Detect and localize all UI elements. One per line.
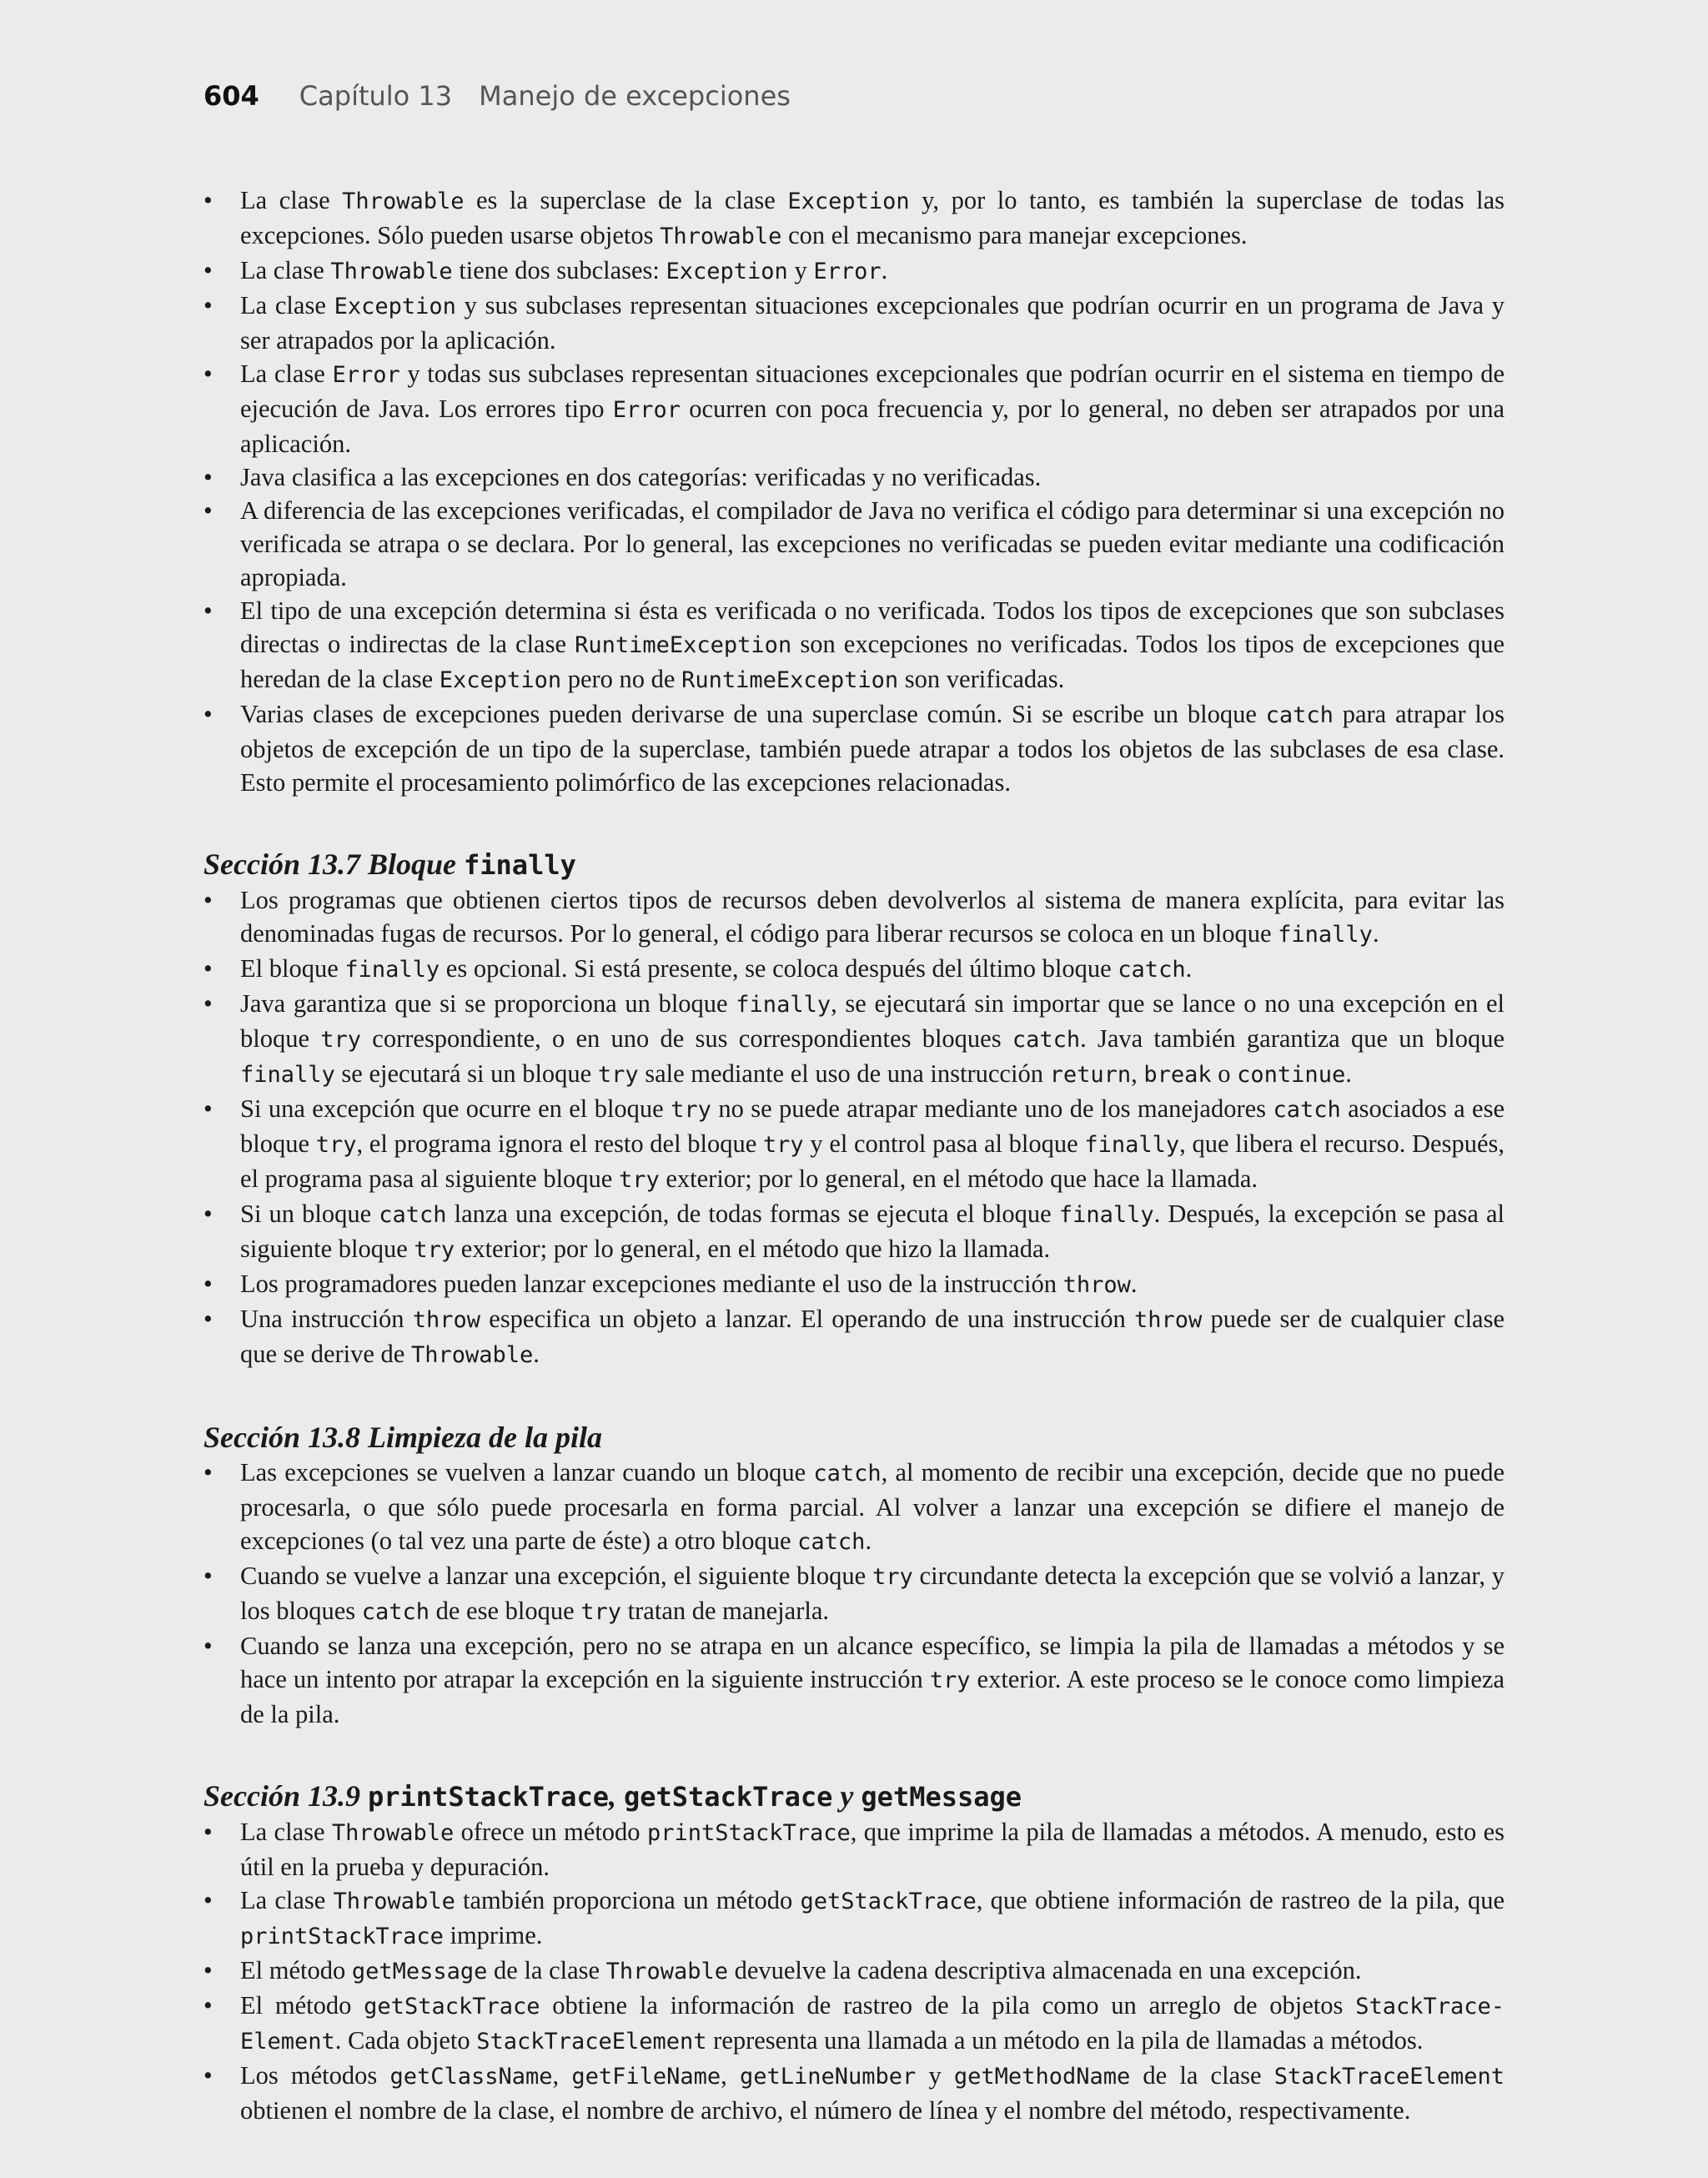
text-run: . Cada objeto [334,2026,477,2055]
code-term: getMessage [351,1959,488,1984]
text-run: Las excepciones se vuelven a lanzar cuando un bloque [240,1458,814,1486]
section-bullet-list [203,883,1505,1372]
code-term: Throwable [342,189,465,214]
text-run: pero no de [561,665,682,693]
bullet-item [203,883,1505,952]
intro-bullet-list [203,184,1505,799]
text-run: y [787,256,814,284]
text-run: Java garantiza que si se proporciona un bloque [240,989,736,1018]
code-term: catch [379,1202,447,1228]
text-run: Sección 13.7 Bloque [203,848,464,881]
code-term: printStackTrace [367,1781,609,1813]
code-term: RuntimeException [575,632,792,658]
text-run: también proporciona un método [455,1886,801,1914]
code-term: catch [1265,702,1334,728]
text-run: sale mediante el uso de una instrucción [638,1059,1050,1088]
code-term: getMethodName [953,2064,1131,2090]
code-term: throw [1062,1272,1131,1298]
code-term: catch [361,1599,430,1625]
code-term: Exception [787,189,910,214]
section-heading [203,1778,1505,1815]
code-term: try [315,1132,357,1158]
bullet-item [203,254,1505,289]
text-run: . [1372,919,1379,948]
text-run: ocurren con poca frecuencia y, por lo general, no deben ser atrapados por una aplicación. [240,395,1505,458]
text-run: y [832,1779,862,1813]
bullet-item [203,1302,1505,1372]
text-run: obtiene la información de rastreo de la pila como un arreglo de objetos [540,1991,1356,2020]
bullet-item [203,289,1505,357]
text-run: tiene dos subclases: [452,256,666,284]
code-term: try [762,1132,804,1158]
text-run: puede ser de cualquier clase que se derive de [240,1305,1505,1368]
text-run: . Java también garantiza que un bloque [1080,1024,1505,1053]
text-run: no se puede atrapar mediante uno de los manejadores [711,1094,1273,1123]
code-term: Throwable [333,1889,455,1914]
bullet-item [203,1989,1505,2059]
text-run: . Después, la excepción se pasa al siguiente bloque [240,1200,1505,1263]
code-term: try [320,1027,362,1053]
text-run: Cuando se lanza una excepción, pero no se atrapa en un alcance específico, se limpia la pila de llamadas a métodos y se hace un intento por atrapar la excepción en la siguiente instrucción [240,1632,1505,1693]
text-run: y, por lo tanto, es también la superclase de todas las excepciones. Sólo pueden usarse objetos [240,186,1505,249]
text-run: El tipo de una excepción determina si ésta es verificada o no verificada. Todos los tipos de excepciones que son subclases directas o indirectas de la clase [240,596,1505,658]
text-run: , el programa ignora el resto del bloque [356,1129,763,1158]
text-run: obtienen el nombre de la clase, el nombre de archivo, el número de línea y el nombre del método, respectivamente. [240,2096,1411,2125]
text-run: . [1345,1059,1352,1088]
section [203,1419,1505,1731]
text-run: exterior. A este proceso se le conoce como limpieza de la pila. [240,1665,1505,1728]
text-run: Varias clases de excepciones pueden derivarse de una superclase común. Si se escribe un bloque [240,700,1266,728]
code-term: finally [1084,1132,1180,1158]
code-term: try [414,1237,455,1263]
bullet-item [203,1629,1505,1731]
section-bullet-list [203,1815,1505,2127]
bullet-item [203,460,1505,494]
bullet-item [203,952,1505,987]
code-term: RuntimeException [681,667,899,693]
code-term: try [597,1062,639,1088]
code-term: finally [464,849,576,881]
chapter-label: Capítulo 13 [299,80,453,112]
code-term: finally [1278,922,1373,948]
text-run: La clase [240,256,331,284]
text-run: y [916,2061,954,2090]
chapter-title: Manejo de excepciones [479,80,791,112]
code-term: printStackTrace [646,1820,851,1846]
text-run: La clase [240,291,334,319]
sections-container [203,846,1505,2127]
text-run: Una instrucción [240,1305,413,1333]
code-term: return [1049,1062,1132,1088]
text-run: correspondiente, o en uno de sus correspondientes bloques [361,1024,1012,1053]
bullet-item [203,357,1505,460]
text-run: El bloque [240,954,345,983]
bullet-item [203,1456,1505,1559]
text-run: Los programas que obtienen ciertos tipos de recursos deben devolverlos al sistema de manera explícita, para evitar las denominadas fugas de recursos. Por lo general, el código para liberar recursos se coloca en un bloque [240,886,1505,948]
text-run: y todas sus subclases representan situaciones excepcionales que podrían ocurrir en el sistema en tiempo de ejecución de Java. Los errores tipo [240,360,1505,423]
page-number: 604 [203,80,259,112]
code-term: Exception [439,667,562,693]
code-term: getMessage [861,1781,1022,1813]
code-term: getStackTrace [364,1994,540,2020]
text-run: es opcional. Si está presente, se coloca después del último bloque [440,954,1118,983]
code-term: Exception [666,259,788,284]
code-term: finally [344,957,440,983]
code-term: throw [1134,1307,1203,1333]
bullet-item [203,1559,1505,1629]
text-run: son excepciones no verificadas. Todos los tipos de excepciones que heredan de la clase [240,630,1505,693]
code-term: continue [1237,1062,1346,1088]
code-term: catch [1012,1027,1081,1053]
text-run: , que libera el recurso. Después, el programa pasa al siguiente bloque [240,1129,1505,1193]
text-run: La clase [240,1886,334,1914]
code-term: Throwable [660,224,782,249]
text-run: . [1185,954,1193,983]
text-run: y sus subclases representan situaciones excepcionales que podrían ocurrir en un programa de Java y ser atrapados por la aplicación. [240,291,1505,355]
text-run: es la superclase de la clase [464,186,788,214]
text-run: El método [240,1956,352,1984]
text-run: , se ejecutará sin importar que se lance o no una excepción en el bloque [240,989,1505,1053]
text-run: representa una llamada a un método en la pila de llamadas a métodos. [706,2026,1424,2055]
code-term: getClassName [389,2064,553,2090]
code-term: StackTraceElement [476,2029,707,2055]
code-term: StackTraceElement [1273,2064,1505,2090]
text-run: El método [240,1991,364,2020]
code-term: try [929,1667,971,1693]
running-header [203,80,791,112]
text-run: Sección 13.8 Limpieza de la pila [203,1421,602,1454]
text-run: se ejecutará si un bloque [334,1059,598,1088]
bullet-item [203,2059,1505,2127]
text-run: , [552,2061,572,2090]
code-term: catch [1118,957,1186,983]
text-run: imprime. [443,1921,543,1949]
text-run: , [608,1779,624,1813]
text-run: asociados a ese bloque [240,1094,1505,1158]
text-run: circundante detecta la excepción que se volvió a lanzar, y los bloques [240,1562,1505,1625]
code-term: Throwable [410,1342,534,1368]
text-run: lanza una excepción, de todas formas se ejecuta el bloque [446,1200,1059,1228]
section-bullet-list [203,1456,1505,1731]
code-term: getLineNumber [739,2064,917,2090]
code-term: getStackTrace [623,1781,833,1813]
text-run: , [1131,1059,1144,1088]
code-term: catch [797,1529,866,1555]
bullet-item [203,1092,1505,1197]
code-term: getFileName [571,2064,721,2090]
text-run: ofrece un método [454,1818,647,1846]
code-term: Throwable [331,1820,455,1846]
text-run: tratan de manejarla. [621,1597,829,1625]
text-run: devuelve la cadena descriptiva almacenada en una excepción. [727,1956,1362,1984]
code-term: finally [240,1062,335,1088]
text-run: exterior; por lo general, en el método que hace la llamada. [659,1164,1258,1193]
text-run: La clase [240,360,333,388]
section-heading [203,1419,1505,1456]
bullet-item [203,184,1505,254]
text-run: especifica un objeto a lanzar. El operando de una instrucción [480,1305,1135,1333]
code-term: Error [612,397,681,423]
text-run: Sección 13.9 [203,1779,368,1813]
text-run: Los métodos [240,2061,390,2090]
bullet-item [203,594,1505,697]
text-run: , [721,2061,740,2090]
code-term: catch [813,1461,882,1486]
text-run: , que imprime la pila de llamadas a métodos. A menudo, esto es útil en la prueba y depuración. [240,1818,1505,1881]
text-run: son verificadas. [898,665,1065,693]
section [203,1778,1505,2127]
text-run: , que obtiene información de rastreo de la pila, que [976,1886,1505,1914]
code-term: finally [736,992,831,1018]
text-run: para atrapar los objetos de excepción de un tipo de la superclase, también puede atrapar a todos los objetos de las subclases de esa clase. Esto permite el procesamiento polimórfico de las excepciones relacionadas. [240,700,1505,797]
code-term: Throwable [330,259,453,284]
bullet-item [203,1884,1505,1954]
section-heading [203,846,1505,883]
text-run: Cuando se vuelve a lanzar una excepción, el siguiente bloque [240,1562,872,1590]
code-term: StackTrace-Element [240,1994,1505,2055]
code-term: Error [332,362,400,388]
text-run: La clase [240,186,343,214]
code-term: finally [1058,1202,1154,1228]
text-run: . [533,1340,540,1368]
code-term: try [671,1097,711,1123]
text-run: o [1211,1059,1238,1088]
code-term: getStackTrace [800,1889,977,1914]
text-run: Los programadores pueden lanzar excepciones mediante el uso de la instrucción [240,1270,1063,1298]
text-run: y el control pasa al bloque [803,1129,1085,1158]
code-term: break [1143,1062,1212,1088]
text-run: exterior; por lo general, en el método que hizo la llamada. [455,1235,1051,1263]
code-term: try [618,1167,660,1193]
bullet-item [203,1267,1505,1302]
bullet-item [203,1197,1505,1267]
code-term: Exception [334,294,456,319]
section [203,846,1505,1372]
bullet-item [203,494,1505,594]
code-term: try [580,1599,622,1625]
text-run: Si una excepción que ocurre en el bloque [240,1094,671,1123]
text-run: A diferencia de las excepciones verificadas, el compilador de Java no verifica el código para determinar si una excepción no verificada se atrapa o se declara. Por lo general, las excepciones no verificadas se pueden evitar mediante una codificación apropiada. [240,496,1505,591]
text-run: . [865,1527,872,1555]
text-run: de la clase [487,1956,606,1984]
bullet-item [203,1815,1505,1884]
text-run: La clase [240,1818,332,1846]
text-run: con el mecanismo para manejar excepciones. [781,221,1248,249]
bullet-item [203,697,1505,799]
code-term: printStackTrace [240,1924,444,1949]
text-run: . [881,256,888,284]
code-term: try [872,1564,913,1590]
text-run: . [1130,1270,1138,1298]
text-run: de la clase [1130,2061,1274,2090]
bullet-item [203,987,1505,1092]
text-run: Java clasifica a las excepciones en dos categorías: verificadas y no verificadas. [240,463,1042,491]
bullet-item [203,1954,1505,1989]
page-body [203,184,1505,2127]
code-term: catch [1273,1097,1341,1123]
text-run: , al momento de recibir una excepción, decide que no puede procesarla, o que sólo puede procesarla en forma parcial. Al volver a lanzar una excepción se difiere el manejo de excepciones (o tal vez una parte de éste) a otro bloque [240,1458,1505,1555]
code-term: Throwable [605,1959,728,1984]
text-run: de ese bloque [430,1597,581,1625]
text-run: Si un bloque [240,1200,379,1228]
code-term: Error [813,259,882,284]
code-term: throw [412,1307,481,1333]
